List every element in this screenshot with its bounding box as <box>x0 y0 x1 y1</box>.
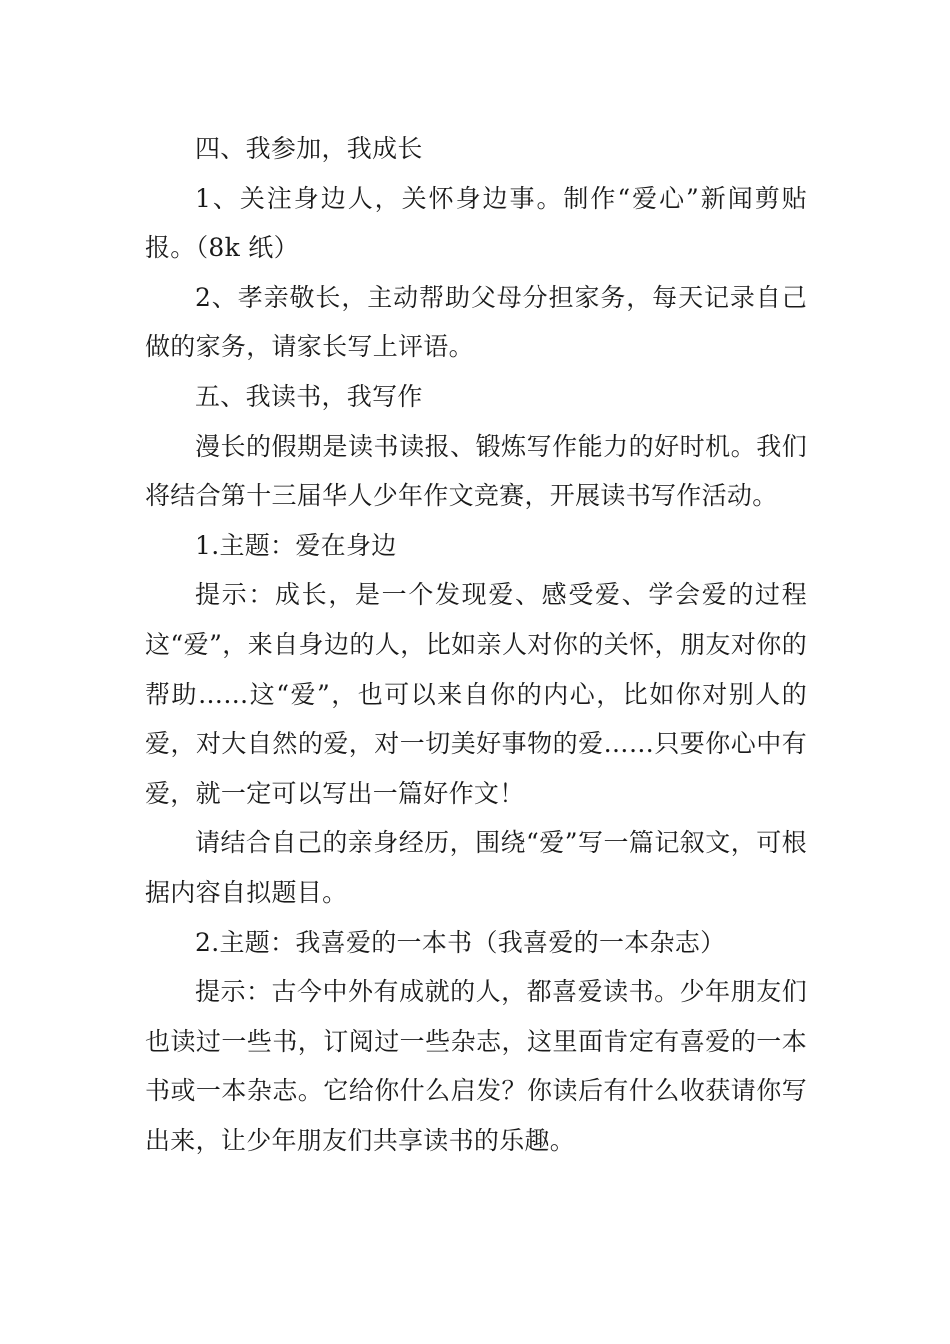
item-housework: 2、孝亲敬长，主动帮助父母分担家务，每天记录自己做的家务，请家长写上评语。 <box>145 282 807 362</box>
document-page <box>145 124 807 1165</box>
theme-1-heading: 1.主题：爱在身边 <box>195 530 397 560</box>
theme-1-hint: 提示：成长，是一个发现爱、感受爱、学会爱的过程这“爱”，来自身边的人，比如亲人对你的关怀，朋友对你的帮助……这“爱”，也可以来自你的内心，比如你对别人的爱，对大自然的爱，对一切美好事物的爱……只要你心中有爱，就一定可以写出一篇好作文！ <box>145 580 807 808</box>
item-newspaper-clipping: 1、关注身边人，关怀身边事。制作“爱心”新闻剪贴报。（8k 纸） <box>145 183 807 263</box>
theme-2-hint: 提示：古今中外有成就的人，都喜爱读书。少年朋友们也读过一些书，订阅过一些杂志，这里面肯定有喜爱的一本书或一本杂志。它给你什么启发？你读后有什么收获请你写出来，让少年朋友们共享读书的乐趣。 <box>145 977 807 1155</box>
section-heading-reading-writing: 五、我读书，我写作 <box>195 381 423 411</box>
theme-2-heading: 2.主题：我喜爱的一本书（我喜爱的一本杂志） <box>195 927 726 957</box>
paragraph-intro: 漫长的假期是读书读报、锻炼写作能力的好时机。我们将结合第十三届华人少年作文竞赛，开展读书写作活动。 <box>145 431 807 511</box>
section-heading-participate: 四、我参加，我成长 <box>195 134 423 163</box>
theme-1-instruction: 请结合自己的亲身经历，围绕“爱”写一篇记叙文，可根据内容自拟题目。 <box>145 828 807 907</box>
